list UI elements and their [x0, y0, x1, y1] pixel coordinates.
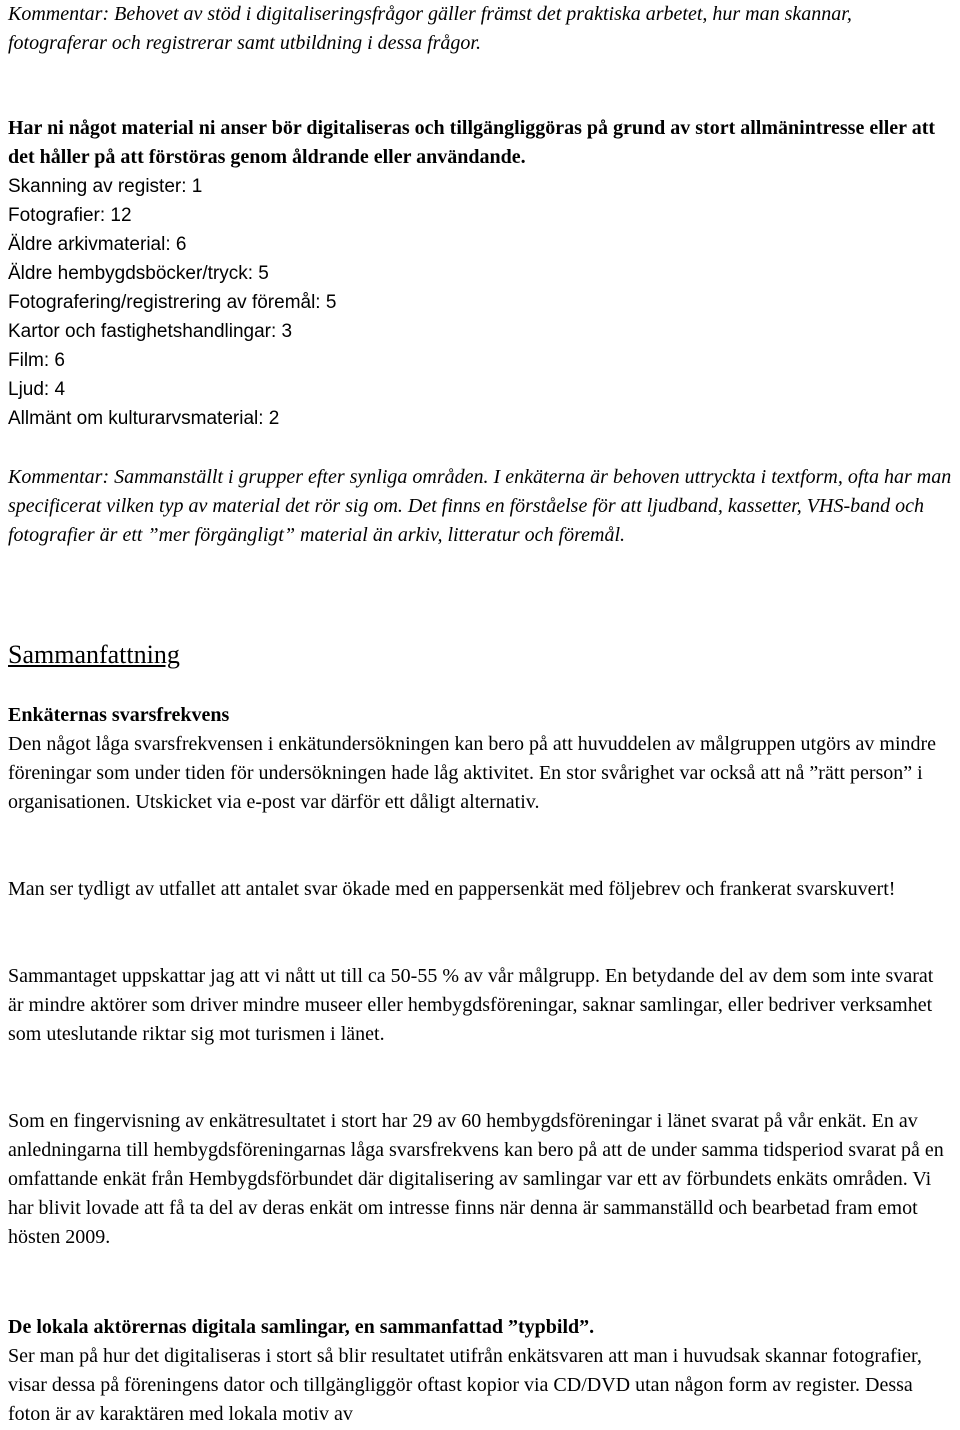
summary-heading: Sammanfattning [8, 640, 180, 669]
section2-paragraph: Ser man på hur det digitaliseras i stort så blir resultatet utifrån enkätsvaren att man i huvudsak skannar fotografier, visar dessa på föreningens dator och tillgängliggör oftast kopior via CD/DVD utan någon form av register. Dessa foton är av karaktären med lokala motiv av [8, 1345, 922, 1425]
answer-item: Ljud: 4 [8, 379, 66, 400]
answer-item: Fotografering/registrering av föremål: 5 [8, 292, 337, 313]
question-text: Har ni något material ni anser bör digitaliseras och tillgängliggöras på grund av stort allmänintresse eller att det håller på att förstöras genom åldrande eller användande. [8, 117, 936, 168]
summary-subheading: Enkäternas svarsfrekvens [8, 704, 230, 726]
answer-item: Äldre hembygdsböcker/tryck: 5 [8, 263, 269, 284]
summary-paragraph: Sammantaget uppskattar jag att vi nått ut till ca 50-55 % av vår målgrupp. En betydande del av dem som inte svarat är mindre aktörer som driver mindre museer eller hembygdsföreningar, saknar samlingar, eller bedriver verksamhet som uteslutande riktar sig mot turismen i länet. [8, 965, 934, 1045]
answers-comment: Kommentar: Sammanställt i grupper efter synliga områden. I enkäterna är behoven uttryckta i textform, ofta har man specificerat vilken typ av material det rör sig om. Det finns en förståelse för att ljudband, kassetter, VHS-band och fotografier är ett ”mer förgängligt” material än arkiv, litteratur och föremål. [8, 466, 952, 546]
answer-item: Allmänt om kulturarvsmaterial: 2 [8, 408, 280, 429]
section2-heading: De lokala aktörernas digitala samlingar, en sammanfattad ”typbild”. [8, 1316, 595, 1338]
answer-item: Kartor och fastighetshandlingar: 3 [8, 321, 293, 342]
summary-paragraph: Den något låga svarsfrekvensen i enkätundersökningen kan bero på att huvuddelen av målgruppen utgörs av mindre föreningar som under tiden för undersökningen hade låg aktivitet. En stor svårighet var också att nå ”rätt person” i organisationen. Utskicket via e-post var därför ett dåligt alternativ. [8, 733, 937, 813]
answer-item: Fotografier: 12 [8, 205, 132, 226]
summary-paragraph: Man ser tydligt av utfallet att antalet svar ökade med en pappersenkät med följebrev och frankerat svarskuvert! [8, 878, 896, 900]
answer-list [8, 172, 953, 433]
answer-item: Skanning av register: 1 [8, 176, 203, 197]
answer-item: Film: 6 [8, 350, 65, 371]
summary-paragraph: Som en fingervisning av enkätresultatet i stort har 29 av 60 hembygdsföreningar i länet svarat på vår enkät. En av anledningarna till hembygdsföreningarnas låga svarsfrekvens kan bero på att de under samma tidsperiod svarat på en omfattande enkät från Hembygdsförbundet där digitalisering av samlingar var ett av förbundets enkäts områden. Vi har blivit lovade att få ta del av deras enkät om intresse finns när denna är sammanställd och bearbetad fram emot hösten 2009. [8, 1110, 944, 1248]
intro-comment: Kommentar: Behovet av stöd i digitaliseringsfrågor gäller främst det praktiska arbetet, hur man skannar, fotograferar och registrerar samt utbildning i dessa frågor. [8, 3, 852, 54]
answer-item: Äldre arkivmaterial: 6 [8, 234, 187, 255]
